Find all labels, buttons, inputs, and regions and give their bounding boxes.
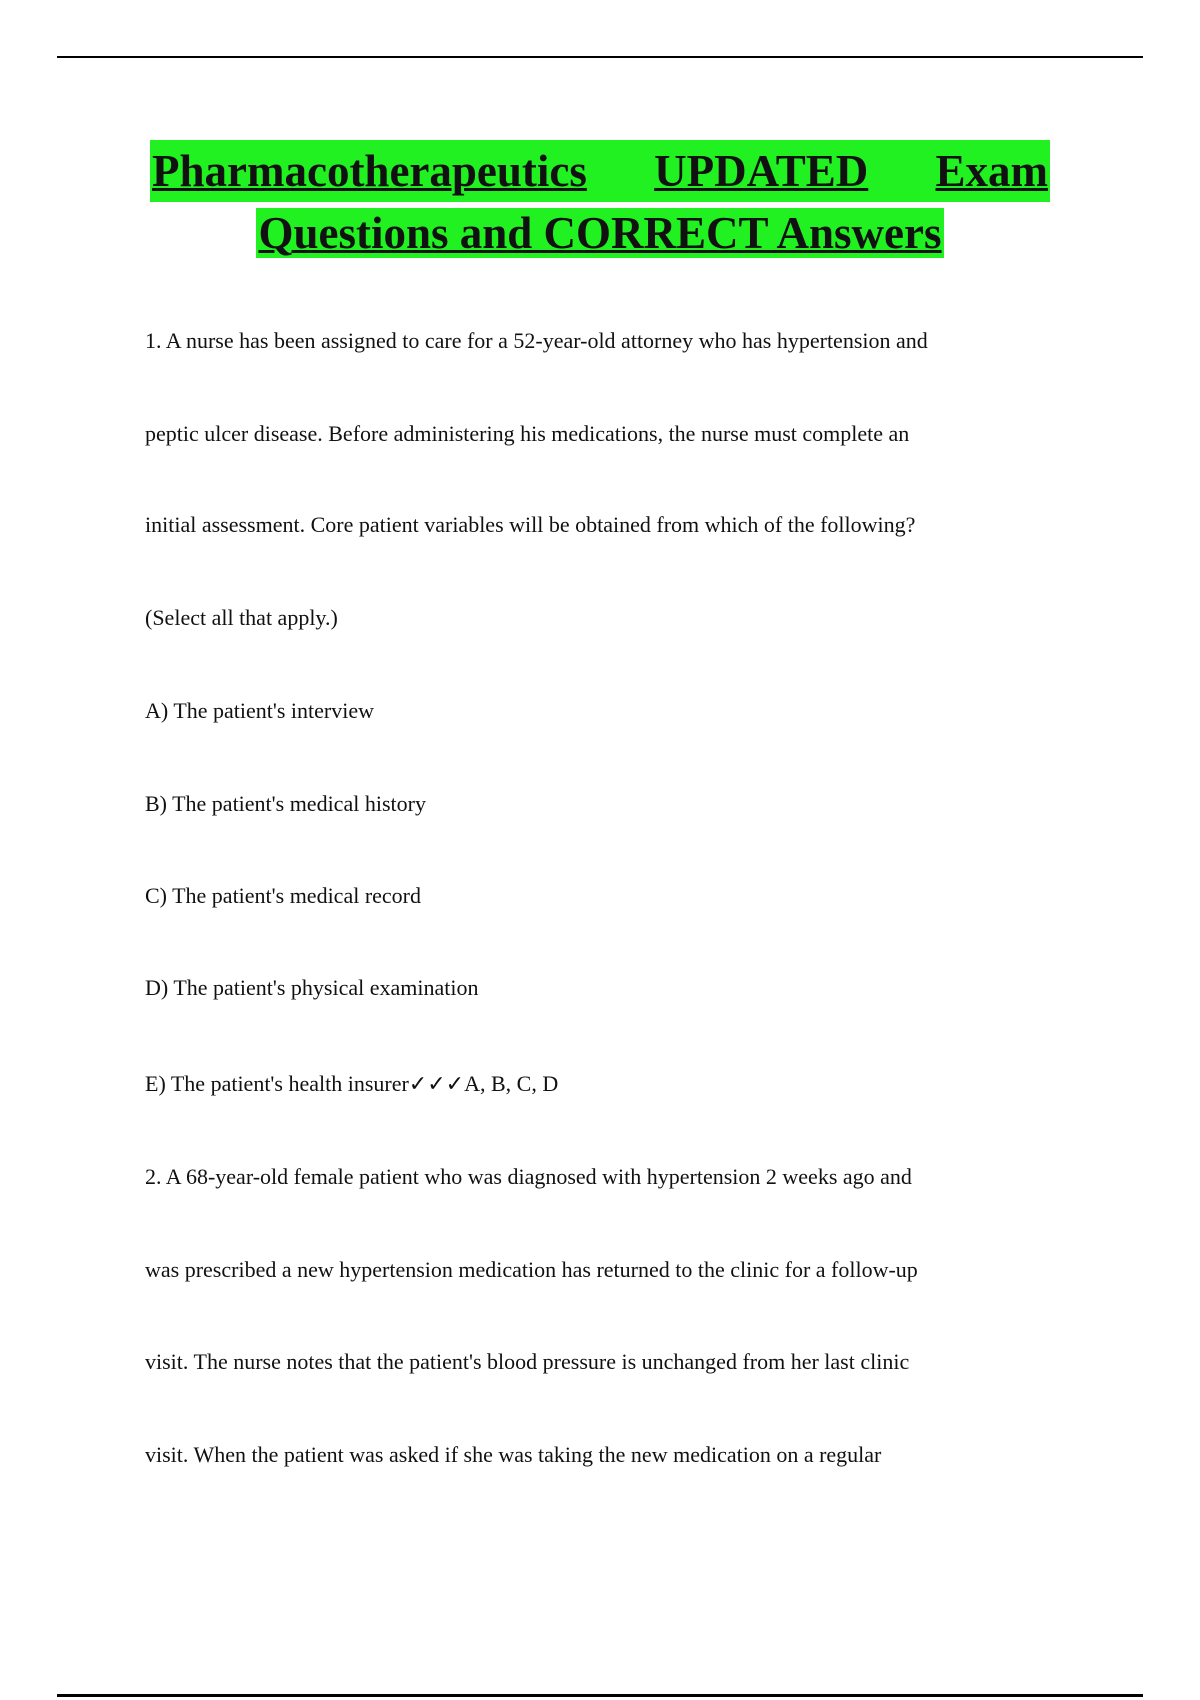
question-1-option-d: D) The patient's physical examination bbox=[145, 975, 479, 1000]
question-2-line-1: 2. A 68-year-old female patient who was diagnosed with hypertension 2 weeks ago and bbox=[145, 1164, 912, 1189]
question-1-option-c: C) The patient's medical record bbox=[145, 883, 422, 908]
document-title bbox=[150, 140, 1050, 264]
title-word-1: Pharmacotherapeutics bbox=[152, 146, 587, 196]
question-1-option-b: B) The patient's medical history bbox=[145, 791, 426, 816]
title-word-3: Exam bbox=[935, 146, 1048, 196]
question-2-line-3: visit. The nurse notes that the patient's blood pressure is unchanged from her last clinic bbox=[145, 1349, 910, 1374]
header-rule bbox=[57, 56, 1143, 58]
title-highlight-1 bbox=[150, 140, 1050, 202]
question-1-option-a: A) The patient's interview bbox=[145, 698, 374, 723]
title-word-2: UPDATED bbox=[654, 146, 869, 196]
question-1-option-e-answer: E) The patient's health insurer✓✓✓A, B, C, D bbox=[145, 1071, 559, 1096]
title-highlight-2: Questions and CORRECT Answers bbox=[258, 208, 942, 258]
question-1-line-1: 1. A nurse has been assigned to care for a 52-year-old attorney who has hypertension and bbox=[145, 328, 928, 353]
title-line-1 bbox=[150, 140, 1050, 202]
question-1-line-2: peptic ulcer disease. Before administering his medications, the nurse must complete an bbox=[145, 421, 910, 446]
title-line-2 bbox=[150, 202, 1050, 264]
question-1-line-3: initial assessment. Core patient variables will be obtained from which of the following? bbox=[145, 512, 916, 537]
question-1-line-4: (Select all that apply.) bbox=[145, 605, 338, 630]
question-2-line-2: was prescribed a new hypertension medication has returned to the clinic for a follow-up bbox=[145, 1257, 918, 1282]
footer-rule bbox=[57, 1694, 1143, 1697]
question-2-line-4: visit. When the patient was asked if she was taking the new medication on a regular bbox=[145, 1442, 882, 1467]
